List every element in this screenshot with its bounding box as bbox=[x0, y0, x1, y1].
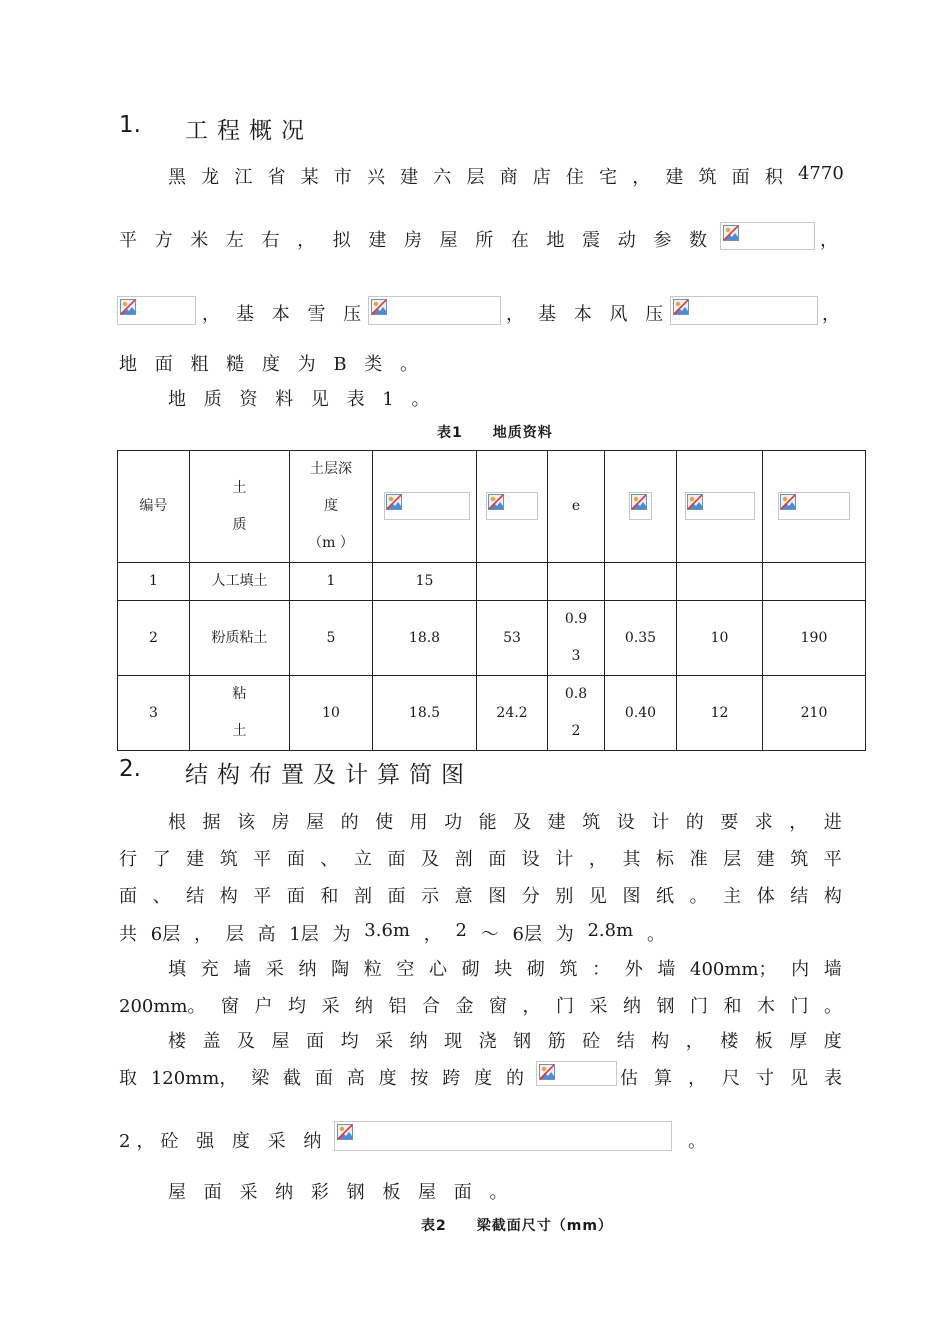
para2-line3 bbox=[119, 882, 842, 908]
text-token: 的 bbox=[505, 1068, 524, 1089]
text-token: 住 bbox=[565, 167, 584, 188]
comma: ， bbox=[202, 304, 220, 325]
text-token: 为 bbox=[332, 924, 351, 945]
text-token: 面 bbox=[286, 886, 305, 907]
text-token: 省 bbox=[267, 167, 286, 188]
text-token: 外 bbox=[624, 959, 643, 980]
text-token: 筑 bbox=[698, 167, 717, 188]
text-token: 面 bbox=[387, 886, 406, 907]
text-token: 采 bbox=[375, 1031, 394, 1052]
cell-e-top: 0.9 bbox=[564, 611, 588, 627]
text-token: 图 bbox=[622, 886, 641, 907]
text-token: 均 bbox=[288, 996, 306, 1017]
seismic-param-image-2 bbox=[117, 296, 196, 325]
text-token: 板 bbox=[754, 1031, 773, 1052]
text-token: 屋 bbox=[271, 1031, 290, 1052]
cell-soil-top: 粘 bbox=[232, 686, 247, 702]
text-token: ， bbox=[632, 167, 651, 188]
text-token: 铝 bbox=[388, 996, 407, 1017]
text-token: 尺 bbox=[722, 1068, 740, 1089]
text-token: 了 bbox=[152, 849, 171, 870]
cell-e-bottom: 3 bbox=[571, 648, 581, 664]
text-token: 用 bbox=[409, 812, 428, 833]
para2-line8-start bbox=[119, 1064, 524, 1090]
text-token: 该 bbox=[237, 812, 256, 833]
text-token: 左 bbox=[225, 230, 244, 251]
text-token: 构 bbox=[651, 1031, 670, 1052]
text-token: 建 bbox=[547, 812, 566, 833]
text-token: 户 bbox=[254, 996, 273, 1017]
text-token: 钢 bbox=[656, 996, 675, 1017]
text-token: 积 bbox=[764, 167, 783, 188]
broken-image-icon bbox=[780, 494, 796, 510]
text-token: 采 bbox=[321, 996, 340, 1017]
cell-e bbox=[548, 601, 605, 676]
header-cohesion bbox=[677, 451, 763, 563]
broken-image-icon bbox=[337, 1124, 353, 1140]
geology-ref-text: 地 质 资 料 见 表 1 。 bbox=[168, 389, 436, 410]
text-token: 面 bbox=[488, 849, 507, 870]
para1-line2-comma: ， bbox=[820, 230, 838, 251]
text-token: 金 bbox=[455, 996, 474, 1017]
text-token: 2.8m bbox=[587, 920, 634, 941]
text-token: ， bbox=[193, 924, 212, 945]
para2-line8-end bbox=[620, 1064, 842, 1090]
cell-soil: 人工填土 bbox=[190, 563, 290, 601]
text-token: 400mm； bbox=[690, 959, 777, 980]
text-token: 平 bbox=[253, 886, 272, 907]
text-token: 填 bbox=[168, 959, 186, 980]
text-token: ， bbox=[522, 996, 541, 1017]
cell-bearing: 210 bbox=[763, 676, 866, 751]
para2-line2 bbox=[119, 845, 842, 871]
text-token: 及 bbox=[513, 812, 532, 833]
snow-pressure-image bbox=[368, 296, 501, 325]
text-token: 准 bbox=[689, 849, 708, 870]
header-bearing bbox=[763, 451, 866, 563]
text-token: 窗 bbox=[489, 996, 507, 1017]
text-token: 3.6m bbox=[364, 920, 410, 941]
text-token: 建 bbox=[368, 230, 387, 251]
para1-line2 bbox=[119, 226, 707, 252]
cell-bearing bbox=[763, 563, 866, 601]
header-e: e bbox=[548, 451, 605, 563]
text-token: 纳 bbox=[298, 959, 317, 980]
wind-pressure-label: 基 本 风 压 bbox=[538, 304, 670, 325]
para2-line1 bbox=[168, 808, 842, 834]
text-token: ， bbox=[789, 812, 808, 833]
header-soil-bottom: 质 bbox=[232, 516, 247, 533]
section-1-title: 工程概况 bbox=[185, 118, 313, 144]
cell-cohesion: 12 bbox=[677, 676, 763, 751]
text-token: 墙 bbox=[233, 959, 252, 980]
section-2-heading bbox=[119, 756, 539, 786]
header-unit-weight bbox=[373, 451, 477, 563]
text-token: 面 bbox=[306, 1031, 325, 1052]
text-token: 计 bbox=[651, 812, 670, 833]
text-token: 砌 bbox=[526, 959, 545, 980]
text-token: 截 bbox=[283, 1068, 302, 1089]
seismic-param-image bbox=[720, 222, 815, 250]
text-token: 纳 bbox=[409, 1031, 428, 1052]
text-token: 根 bbox=[168, 812, 186, 833]
text-token: 2 bbox=[455, 920, 467, 941]
span-ratio-image bbox=[536, 1061, 617, 1086]
text-token: 见 bbox=[790, 1068, 808, 1089]
text-token: 砌 bbox=[461, 959, 480, 980]
text-token: 盖 bbox=[202, 1031, 221, 1052]
text-token: 平 bbox=[119, 230, 137, 251]
text-token: 砼 bbox=[582, 1031, 601, 1052]
text-token: 求 bbox=[754, 812, 773, 833]
snow-pressure-label: 基 本 雪 压 bbox=[236, 304, 368, 325]
text-token: 及 bbox=[421, 849, 440, 870]
text-token: 江 bbox=[234, 167, 253, 188]
text-token: 和 bbox=[320, 886, 339, 907]
text-token: 均 bbox=[340, 1031, 359, 1052]
text-token: 筑 bbox=[582, 812, 601, 833]
broken-image-icon bbox=[631, 494, 647, 510]
text-token: 立 bbox=[353, 849, 372, 870]
text-token: 筑 bbox=[219, 849, 238, 870]
text-token: 估 bbox=[620, 1068, 638, 1089]
text-token: ， bbox=[588, 849, 607, 870]
cell-soil: 粉质粘土 bbox=[190, 601, 290, 676]
broken-image-icon bbox=[386, 494, 402, 510]
text-token: 面 bbox=[387, 849, 406, 870]
broken-image-icon bbox=[488, 494, 504, 510]
cell-water-content bbox=[477, 563, 548, 601]
text-token: 空 bbox=[396, 959, 415, 980]
text-token: ～ bbox=[480, 924, 499, 945]
header-soil-top: 土 bbox=[232, 479, 247, 496]
text-token: 方 bbox=[154, 230, 173, 251]
table1-caption: 表1 地质资料 bbox=[437, 425, 553, 441]
text-token: 结 bbox=[186, 886, 205, 907]
text-token: 筑 bbox=[559, 959, 578, 980]
text-token: 使 bbox=[375, 812, 394, 833]
text-token: 度 bbox=[378, 1068, 397, 1089]
text-token: 钢 bbox=[513, 1031, 532, 1052]
text-token: 房 bbox=[404, 230, 422, 251]
table-header-row bbox=[118, 451, 866, 563]
cell-water-content: 53 bbox=[477, 601, 548, 676]
text-token: 200mm。 bbox=[119, 996, 206, 1017]
text-token: 和 bbox=[723, 996, 742, 1017]
text-token: 楼 bbox=[720, 1031, 739, 1052]
cell-e-top: 0.8 bbox=[564, 686, 588, 702]
text-token: 1层 bbox=[289, 924, 319, 945]
text-token: 黑 bbox=[168, 167, 186, 188]
text-token: 能 bbox=[478, 812, 497, 833]
text-token: 现 bbox=[444, 1031, 463, 1052]
text-token: 主 bbox=[723, 886, 742, 907]
text-token: 见 bbox=[588, 886, 607, 907]
cell-id: 2 bbox=[118, 601, 190, 676]
text-token: 层 bbox=[225, 924, 244, 945]
text-token: 右 bbox=[261, 230, 280, 251]
text-token: 剖 bbox=[454, 849, 473, 870]
text-token: 示 bbox=[421, 886, 440, 907]
text-token: ， bbox=[685, 1031, 704, 1052]
text-token: 功 bbox=[444, 812, 463, 833]
text-token: 门 bbox=[790, 996, 809, 1017]
text-token: 筑 bbox=[790, 849, 809, 870]
cell-depth: 1 bbox=[290, 563, 373, 601]
cell-cohesion: 10 bbox=[677, 601, 763, 676]
text-token: 剖 bbox=[353, 886, 372, 907]
text-token: 层 bbox=[466, 167, 485, 188]
text-token: 的 bbox=[685, 812, 704, 833]
text-token: 体 bbox=[756, 886, 775, 907]
cell-soil-bottom: 土 bbox=[232, 723, 247, 739]
text-token: 在 bbox=[510, 230, 529, 251]
header-depth-2: 度 bbox=[324, 498, 338, 514]
text-token: 充 bbox=[200, 959, 219, 980]
text-token: 筋 bbox=[547, 1031, 566, 1052]
header-soil bbox=[190, 451, 290, 563]
text-token: 木 bbox=[757, 996, 775, 1017]
broken-image-icon bbox=[673, 299, 689, 315]
text-token: 建 bbox=[665, 167, 684, 188]
text-token: 窗 bbox=[221, 996, 239, 1017]
text-token: 设 bbox=[616, 812, 635, 833]
text-token: 高 bbox=[346, 1068, 365, 1089]
text-token: 地 bbox=[546, 230, 565, 251]
cell-unit-weight: 18.5 bbox=[373, 676, 477, 751]
table2-caption: 表2 梁截面尺寸（mm） bbox=[421, 1218, 613, 1234]
broken-image-icon bbox=[687, 494, 703, 510]
text-token: 面 bbox=[314, 1068, 333, 1089]
text-token: 4770 bbox=[797, 163, 844, 184]
text-token: 层 bbox=[723, 849, 742, 870]
text-token: ， bbox=[423, 924, 442, 945]
concrete-grade-image bbox=[334, 1121, 672, 1151]
section-1-number: 1. bbox=[119, 112, 141, 138]
text-token: 、 bbox=[320, 849, 339, 870]
text-token: 屋 bbox=[306, 812, 325, 833]
text-token: 建 bbox=[400, 167, 419, 188]
text-token: 分 bbox=[521, 886, 540, 907]
text-token: 块 bbox=[494, 959, 513, 980]
text-token: 合 bbox=[422, 996, 440, 1017]
text-token: 震 bbox=[582, 230, 601, 251]
text-token: 平 bbox=[253, 849, 272, 870]
text-token: 厚 bbox=[789, 1031, 808, 1052]
text-token: 结 bbox=[616, 1031, 635, 1052]
concrete-grade-text: 2，砼 强 度 采 纳 bbox=[119, 1131, 328, 1152]
text-token: 为 bbox=[555, 924, 574, 945]
text-token: 店 bbox=[532, 167, 551, 188]
text-token: 门 bbox=[690, 996, 708, 1017]
geology-table bbox=[117, 450, 866, 751]
text-token: 高 bbox=[257, 924, 276, 945]
text-token: 及 bbox=[237, 1031, 256, 1052]
text-token: 表 bbox=[824, 1068, 842, 1089]
text-token: 、 bbox=[152, 886, 171, 907]
text-token: 心 bbox=[429, 959, 447, 980]
text-token: 据 bbox=[202, 812, 221, 833]
text-token: 面 bbox=[731, 167, 750, 188]
broken-image-icon bbox=[371, 299, 387, 315]
section-1-heading bbox=[119, 112, 419, 142]
text-token: 拟 bbox=[332, 230, 351, 251]
header-depth bbox=[290, 451, 373, 563]
cell-water-content: 24.2 bbox=[477, 676, 548, 751]
text-token: 度 bbox=[474, 1068, 493, 1089]
para2-line7 bbox=[168, 1027, 842, 1053]
cell-e-bottom: 2 bbox=[571, 723, 581, 739]
text-token: 纳 bbox=[355, 996, 373, 1017]
text-token: 商 bbox=[499, 167, 518, 188]
text-token: 采 bbox=[589, 996, 608, 1017]
comma: ， bbox=[822, 304, 840, 325]
text-token: ， bbox=[688, 1068, 706, 1089]
text-token: 共 bbox=[119, 924, 137, 945]
cell-il: 0.35 bbox=[605, 601, 677, 676]
text-token: 按 bbox=[410, 1068, 429, 1089]
text-token: 6层 bbox=[150, 924, 181, 945]
cell-unit-weight: 18.8 bbox=[373, 601, 477, 676]
header-id: 编号 bbox=[118, 451, 190, 563]
text-token: 内 bbox=[791, 959, 810, 980]
cell-il: 0.40 bbox=[605, 676, 677, 751]
para2-line4 bbox=[119, 920, 665, 946]
header-il bbox=[605, 451, 677, 563]
cell-id: 1 bbox=[118, 563, 190, 601]
text-token: ， bbox=[297, 230, 316, 251]
broken-image-icon bbox=[120, 299, 136, 315]
cell-depth: 10 bbox=[290, 676, 373, 751]
text-token: 楼 bbox=[168, 1031, 186, 1052]
terrain-roughness-text: 地 面 粗 糙 度 为 B 类 。 bbox=[119, 354, 425, 375]
text-token: 面 bbox=[119, 886, 137, 907]
text-token: 六 bbox=[433, 167, 452, 188]
text-token: 120mm， bbox=[150, 1068, 238, 1089]
cell-il bbox=[605, 563, 677, 601]
table-row bbox=[118, 601, 866, 676]
table-row bbox=[118, 676, 866, 751]
text-token: 6层 bbox=[512, 924, 542, 945]
roof-text: 屋 面 采 纳 彩 钢 板 屋 面 。 bbox=[168, 1182, 514, 1203]
text-token: 。 bbox=[689, 886, 708, 907]
text-token: 别 bbox=[555, 886, 574, 907]
text-token: 行 bbox=[119, 849, 137, 870]
text-token: 数 bbox=[689, 230, 707, 251]
text-token: 进 bbox=[823, 812, 842, 833]
header-water-content bbox=[477, 451, 548, 563]
text-token: 平 bbox=[823, 849, 842, 870]
text-token: 门 bbox=[556, 996, 574, 1017]
para1-line1 bbox=[168, 163, 844, 189]
text-token: 面 bbox=[286, 849, 305, 870]
header-depth-1: 土层深 bbox=[310, 461, 352, 477]
broken-image-icon bbox=[723, 225, 739, 241]
text-token: 跨 bbox=[442, 1068, 461, 1089]
table-row bbox=[118, 563, 866, 601]
text-token: 图 bbox=[488, 886, 507, 907]
cell-unit-weight: 15 bbox=[373, 563, 477, 601]
cell-soil bbox=[190, 676, 290, 751]
text-token: 寸 bbox=[756, 1068, 774, 1089]
text-token: 粒 bbox=[363, 959, 382, 980]
text-token: 宅 bbox=[599, 167, 618, 188]
text-token: 算 bbox=[654, 1068, 672, 1089]
text-token: 构 bbox=[823, 886, 842, 907]
text-token: 动 bbox=[617, 230, 636, 251]
cell-bearing: 190 bbox=[763, 601, 866, 676]
text-token: 度 bbox=[823, 1031, 842, 1052]
text-token: 意 bbox=[454, 886, 473, 907]
wind-pressure-image bbox=[670, 296, 818, 325]
text-token: 的 bbox=[340, 812, 359, 833]
text-token: 计 bbox=[555, 849, 574, 870]
text-token: 所 bbox=[475, 230, 494, 251]
text-token: 纸 bbox=[656, 886, 674, 907]
text-token: 龙 bbox=[201, 167, 220, 188]
text-token: 市 bbox=[333, 167, 352, 188]
text-token: 墙 bbox=[657, 959, 676, 980]
text-token: 某 bbox=[300, 167, 319, 188]
broken-image-icon bbox=[539, 1064, 555, 1080]
text-token: ： bbox=[592, 959, 611, 980]
section-2-title: 结构布置及计算简图 bbox=[185, 762, 473, 788]
text-token: 梁 bbox=[251, 1068, 270, 1089]
text-token: 。 bbox=[824, 996, 842, 1017]
period: 。 bbox=[688, 1131, 706, 1152]
text-token: 结 bbox=[790, 886, 809, 907]
para2-line5 bbox=[168, 955, 842, 981]
text-token: 其 bbox=[622, 849, 641, 870]
text-token: 采 bbox=[265, 959, 284, 980]
text-token: 构 bbox=[219, 886, 238, 907]
text-token: 标 bbox=[656, 849, 674, 870]
text-token: 陶 bbox=[331, 959, 350, 980]
text-token: 屋 bbox=[439, 230, 458, 251]
text-token: 房 bbox=[271, 812, 290, 833]
text-token: 纳 bbox=[623, 996, 641, 1017]
text-token: 取 bbox=[119, 1068, 137, 1089]
cell-id: 3 bbox=[118, 676, 190, 751]
cell-depth: 5 bbox=[290, 601, 373, 676]
text-token: 设 bbox=[521, 849, 540, 870]
text-token: 建 bbox=[186, 849, 205, 870]
cell-e bbox=[548, 563, 605, 601]
text-token: 建 bbox=[756, 849, 775, 870]
text-token: 。 bbox=[646, 924, 665, 945]
cell-e bbox=[548, 676, 605, 751]
text-token: 墙 bbox=[823, 959, 842, 980]
text-token: 要 bbox=[720, 812, 739, 833]
text-token: 参 bbox=[653, 230, 672, 251]
text-token: 浇 bbox=[478, 1031, 497, 1052]
header-depth-3: （m ） bbox=[308, 535, 354, 551]
cell-cohesion bbox=[677, 563, 763, 601]
para2-line6 bbox=[119, 992, 842, 1018]
comma: ， bbox=[506, 304, 524, 325]
text-token: 米 bbox=[190, 230, 209, 251]
text-token: 兴 bbox=[366, 167, 385, 188]
section-2-number: 2. bbox=[119, 756, 141, 782]
